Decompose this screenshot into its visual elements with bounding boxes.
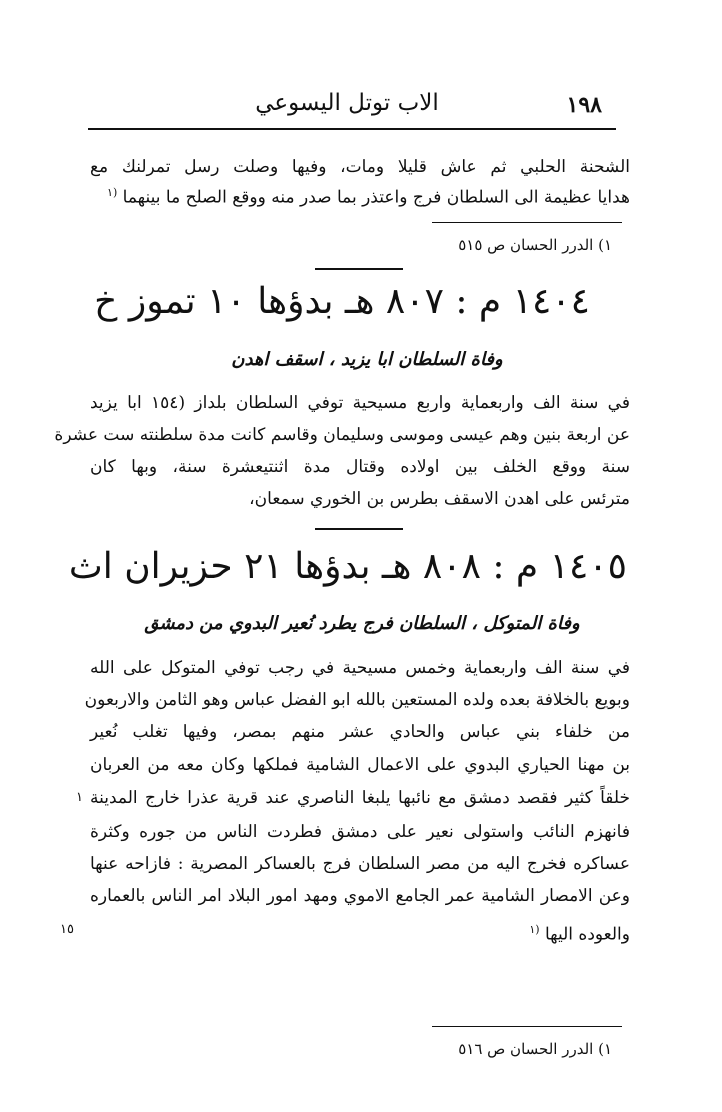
section-2-line-8: وعن الامصار الشامية عمر الجامع الاموي ومهد امور البلاد امر الناس بالعماره — [90, 886, 630, 906]
section-separator — [315, 268, 403, 270]
section-2-line-2: وبويع بالخلافة بعده ولده المستعين بالله ابو الفضل عباس وهو الثامن والاربعون — [84, 690, 630, 710]
section-2-line-3: من خلفاء بني عباس والحادي عشر منهم بمصر، وفيها تغلب نُعير — [90, 722, 630, 742]
footnote-rule-2 — [432, 1026, 622, 1027]
top-text-line-1: الشحنة الحلبي ثم عاش قليلا ومات، وفيها وصلت رسل تمرلنك مع — [90, 157, 630, 177]
footnote-marker: (١ — [107, 186, 118, 199]
margin-note-1: ١ — [76, 790, 83, 805]
top-text-line-2-text: هدايا عظيمة الى السلطان فرج واعتذر بما صدر منه ووقع الصلح ما بينهما — [122, 187, 630, 208]
section-2-line-9 — [90, 918, 630, 947]
section-1-heading: ١٤٠٤ م : ٨٠٧ هـ بدؤها ١٠ تموز خ — [94, 281, 590, 322]
footnote-2: ١) الدرر الحسان ص ٥١٦ — [458, 1040, 612, 1058]
section-1-line-2: عن اربعة بنين وهم عيسى وموسى وسليمان وقاسم كانت مدة سلطنته ست عشرة — [54, 425, 630, 445]
section-2-line-5: خلقاً كثير فقصد دمشق مع نائبها يلبغا الناصري عند قرية عذرا خارج المدينة — [90, 788, 630, 808]
footnote-rule — [432, 222, 622, 223]
section-2-line-7: عساكره فخرج اليه من مصر السلطان فرج بالعساكر المصرية : فازاحه عنها — [90, 854, 630, 874]
section-1-line-4: مترئس على اهدن الاسقف بطرس بن الخوري سمعان، — [249, 489, 630, 509]
section-2-line-1: في سنة الف واربعماية وخمس مسيحية في رجب توفي المتوكل على الله — [90, 658, 630, 678]
running-head: الاب توتل اليسوعي — [255, 90, 439, 116]
section-2-heading: ١٤٠٥ م : ٨٠٨ هـ بدؤها ٢١ حزيران اث — [68, 546, 627, 587]
section-2-line-4: بن مهنا الحياري البدوي على الاعمال الشامية فملكها وكان معه من العربان — [90, 755, 630, 775]
footnote-marker-2: (١ — [529, 923, 540, 936]
section-2-line-9-text: والعوده اليها — [544, 924, 630, 945]
footnote-1: ١) الدرر الحسان ص ٥١٥ — [458, 236, 612, 254]
section-1-title: وفاة السلطان ابا يزيد ، اسقف اهدن — [231, 349, 503, 370]
section-1-line-1: في سنة الف واربعماية واربع مسيحية توفي السلطان بلداز (١٥٤ ابا يزيد — [90, 393, 630, 413]
section-separator-2 — [315, 528, 403, 530]
section-2-line-6: فانهزم النائب واستولى نعير على دمشق فطردت الناس من جوره وكثرة — [90, 822, 630, 842]
section-2-title: وفاة المتوكل ، السلطان فرج يطرد نُعير البدوي من دمشق — [144, 613, 580, 634]
section-1-line-3: سنة ووقع الخلف بين اولاده وقتال مدة اثنتيعشرة سنة، وبها كان — [90, 457, 630, 477]
page-number: ١٩٨ — [566, 92, 602, 118]
header-rule — [88, 128, 616, 130]
top-text-line-2 — [90, 181, 630, 210]
margin-note-2: ١٥ — [60, 922, 74, 937]
